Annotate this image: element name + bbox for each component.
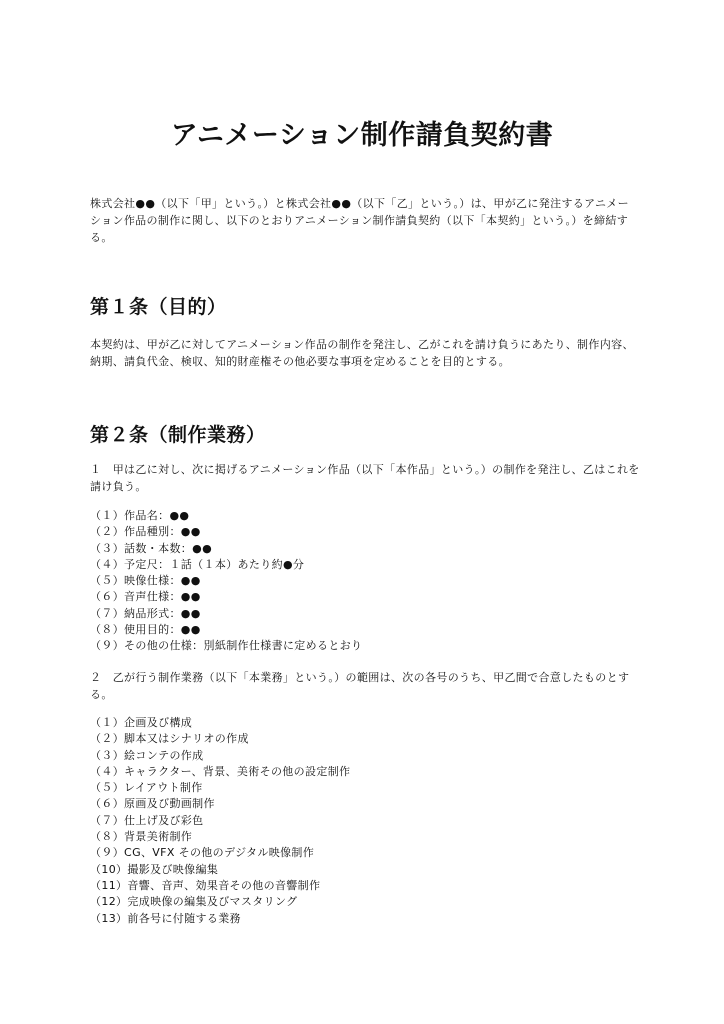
article-2-clause-2: ２ 乙が行う制作業務（以下「本業務」という。）の範囲は、次の各号のうち、甲乙間で合意したものとする。 [90, 671, 630, 701]
article-2-item-list-1 [90, 508, 640, 655]
article-2-heading: 第２条（制作業務） [90, 424, 266, 446]
list-item: （５）レイアウト制作 [90, 781, 203, 795]
list-item: （９）その他の仕様：別紙制作仕様書に定めるとおり [90, 639, 363, 653]
list-item: （７）納品形式：●● [90, 606, 201, 620]
list-item: （２）脚本又はシナリオの作成 [90, 732, 249, 746]
list-item: （４）予定尺：１話（１本）あたり約●分 [90, 557, 305, 571]
list-item: （６）音声仕様：●● [90, 590, 201, 604]
list-item: （３）話数・本数：●● [90, 541, 213, 555]
article-1-heading: 第１条（目的） [90, 296, 227, 318]
list-item: （２）作品種別：●● [90, 525, 201, 539]
article-2-item-list-2 [90, 715, 640, 927]
list-item: （１）企画及び構成 [90, 716, 193, 729]
list-item: （12）完成映像の編集及びマスタリング [90, 895, 298, 909]
list-item: （３）絵コンテの作成 [90, 748, 204, 762]
list-item: （13）前各号に付随する業務 [90, 911, 241, 925]
document-title: アニメーション制作請負契約書 [170, 120, 554, 151]
list-item: （11）音響、音声、効果音その他の音響制作 [90, 878, 321, 892]
preamble-paragraph: 株式会社●●（以下「甲」という。）と株式会社●●（以下「乙」という。）は、甲が乙に発注するアニメーション作品の制作に関し、以下のとおりアニメーション制作請負契約（以下「本契約」という。）を締結する。 [90, 197, 629, 244]
article-2-clause-1: １ 甲は乙に対し、次に掲げるアニメーション作品（以下「本作品」という。）の制作を発注し、乙はこれを請け負う。 [90, 463, 640, 493]
list-item: （５）映像仕様：●● [90, 574, 201, 588]
article-1-body: 本契約は、甲が乙に対してアニメーション作品の制作を発注し、乙がこれを請け負うにあたり、制作内容、納期、請負代金、検収、知的財産権その他必要な事項を定めることを目的とする。 [90, 338, 634, 368]
list-item: （９）CG、VFX その他のデジタル映像制作 [90, 846, 315, 860]
list-item: （10）撮影及び映像編集 [90, 862, 219, 876]
list-item: （１）作品名：●● [90, 509, 190, 522]
list-item: （４）キャラクター、背景、美術その他の設定制作 [90, 764, 351, 778]
list-item: （８）背景美術制作 [90, 830, 193, 844]
list-item: （７）仕上げ及び彩色 [90, 813, 204, 827]
list-item: （６）原画及び動画制作 [90, 797, 215, 811]
list-item: （８）使用目的：●● [90, 623, 201, 637]
